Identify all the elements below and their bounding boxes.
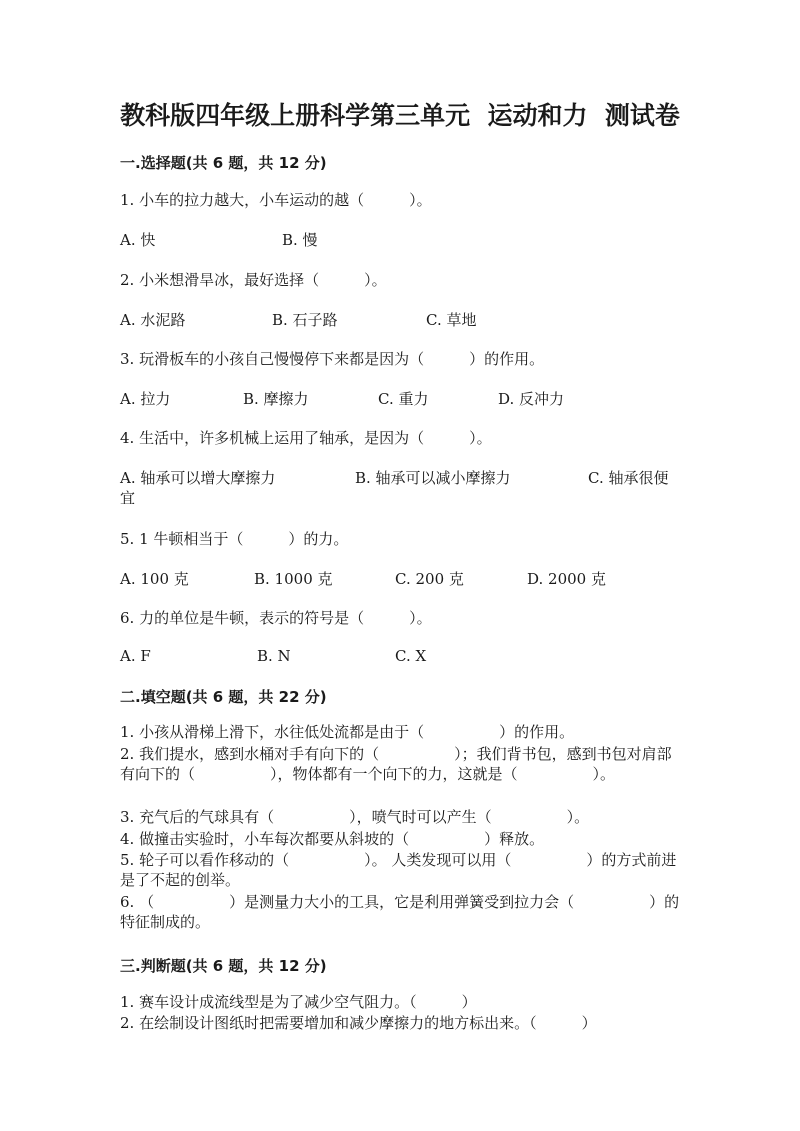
option-5-c: C. 200 克 (395, 570, 464, 588)
page-title: 教科版四年级上册科学第三单元 运动和力 测试卷 (120, 101, 680, 130)
fill-item-6: 6. （ ）是测量力大小的工具，它是利用弹簧受到拉力会（ ）的特征制成的。 (120, 893, 680, 931)
question-5: 5. 1 牛顿相当于（ ）的力。 (120, 530, 349, 548)
option-3-c: C. 重力 (378, 390, 429, 408)
option-4-a: A. 轴承可以增大摩擦力 (120, 469, 276, 487)
option-1-a: A. 快 (120, 231, 156, 249)
option-3-d: D. 反冲力 (498, 390, 565, 408)
option-2-a: A. 水泥路 (120, 311, 186, 329)
option-4-c: C. 轴承很便 (588, 469, 669, 487)
section-heading-judge: 三.判断题(共 6 题，共 12 分) (120, 957, 327, 975)
fill-item-5: 5. 轮子可以看作移动的（ ）。 人类发现可以用（ ）的方式前进是了不起的创举。 (120, 851, 677, 889)
question-1: 1. 小车的拉力越大，小车运动的越（ ）。 (120, 191, 432, 209)
judge-item-1: 1. 赛车设计成流线型是为了减少空气阻力。（ ） (120, 993, 477, 1011)
section-heading-fill: 二.填空题(共 6 题，共 22 分) (120, 688, 327, 706)
option-5-a: A. 100 克 (120, 570, 189, 588)
question-2: 2. 小米想滑旱冰，最好选择（ ）。 (120, 271, 387, 289)
option-3-a: A. 拉力 (120, 390, 171, 408)
option-2-b: B. 石子路 (272, 311, 338, 329)
option-6-a: A. F (120, 647, 151, 665)
judge-item-2: 2. 在绘制设计图纸时把需要增加和减少摩擦力的地方标出来。（ ） (120, 1014, 597, 1032)
question-6: 6. 力的单位是牛顿，表示的符号是（ ）。 (120, 609, 432, 627)
option-5-b: B. 1000 克 (254, 570, 333, 588)
section-heading-choice: 一.选择题(共 6 题，共 12 分) (120, 154, 327, 172)
fill-item-2: 2. 我们提水，感到水桶对手有向下的（ ）；我们背书包，感到书包对肩部有向下的（ ），物体都有一个向下的力，这就是（ ）。 (120, 745, 672, 783)
option-6-b: B. N (257, 647, 291, 665)
option-4-b: B. 轴承可以减小摩擦力 (355, 469, 511, 487)
fill-item-1: 1. 小孩从滑梯上滑下，水往低处流都是由于（ ）的作用。 (120, 723, 575, 741)
question-4: 4. 生活中，许多机械上运用了轴承，是因为（ ）。 (120, 429, 492, 447)
fill-item-4: 4. 做撞击实验时，小车每次都要从斜坡的（ ）释放。 (120, 830, 545, 848)
option-3-b: B. 摩擦力 (243, 390, 309, 408)
option-5-d: D. 2000 克 (527, 570, 606, 588)
option-6-c: C. X (395, 647, 427, 665)
option-4-c-continued: 宜 (120, 489, 136, 507)
question-3: 3. 玩滑板车的小孩自己慢慢停下来都是因为（ ）的作用。 (120, 350, 545, 368)
option-2-c: C. 草地 (426, 311, 477, 329)
fill-item-3: 3. 充气后的气球具有（ ），喷气时可以产生（ ）。 (120, 808, 590, 826)
option-1-b: B. 慢 (282, 231, 318, 249)
